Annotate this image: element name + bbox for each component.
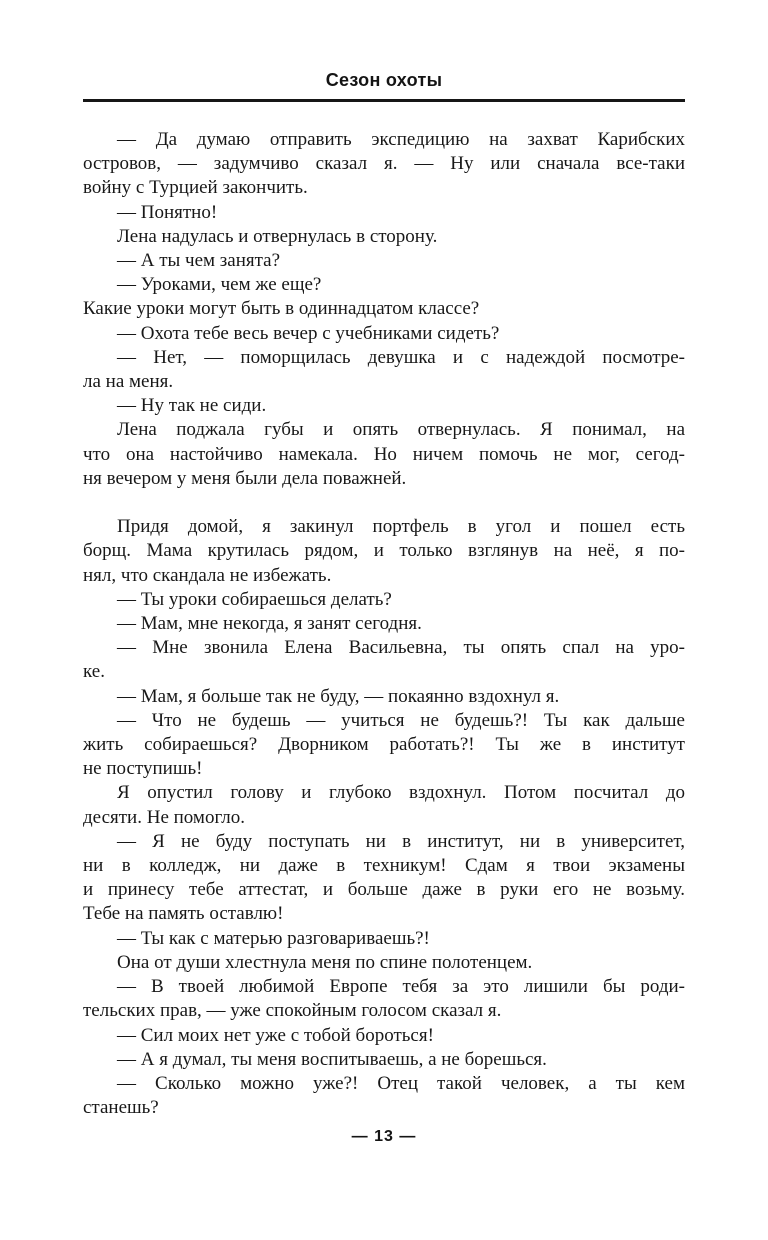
text-line: — Ну так не сиди. bbox=[117, 395, 267, 417]
paragraph bbox=[83, 975, 685, 1023]
text-line: — Понятно! bbox=[117, 201, 218, 223]
text-line: жить собираешься? Дворником работать?! Ты же в институт bbox=[83, 734, 685, 756]
chapter-title: Сезон охоты bbox=[325, 70, 443, 90]
paragraph bbox=[83, 951, 685, 975]
text-line: — Ты уроки собираешься делать? bbox=[117, 588, 392, 610]
paragraph bbox=[83, 830, 685, 927]
text-line: — Уроками, чем же еще? bbox=[117, 274, 322, 296]
text-line: ня вечером у меня были дела поважней. bbox=[83, 467, 407, 489]
text-line: не поступишь! bbox=[83, 758, 203, 780]
paragraph bbox=[83, 346, 685, 394]
text-line: Какие уроки могут быть в одиннадцатом классе? bbox=[83, 298, 480, 320]
text-line: Лена надулась и отвернулась в сторону. bbox=[117, 225, 438, 247]
paragraph bbox=[83, 201, 685, 225]
text-line: ни в колледж, ни даже в техникум! Сдам я твои экзамены bbox=[83, 855, 685, 877]
paragraph bbox=[83, 225, 685, 249]
text-line: ла на меня. bbox=[83, 371, 174, 393]
paragraph bbox=[83, 394, 685, 418]
paragraph bbox=[83, 128, 685, 201]
paragraph bbox=[83, 1048, 685, 1072]
paragraph bbox=[83, 709, 685, 782]
paragraph bbox=[83, 273, 685, 297]
text-line: борщ. Мама крутилась рядом, и только взглянув на неё, я по- bbox=[83, 540, 685, 562]
text-line: Она от души хлестнула меня по спине полотенцем. bbox=[117, 951, 533, 973]
page-number: — 13 — bbox=[351, 1128, 417, 1145]
text-line: — Мам, мне некогда, я занят сегодня. bbox=[117, 613, 422, 635]
text-line: — А ты чем занята? bbox=[117, 250, 281, 272]
paragraph bbox=[83, 588, 685, 612]
paragraph bbox=[83, 1072, 685, 1120]
text-line: Я опустил голову и глубоко вздохнул. Потом посчитал до bbox=[117, 782, 685, 804]
text-line: — А я думал, ты меня воспитываешь, а не борешься. bbox=[117, 1048, 547, 1070]
paragraph bbox=[83, 927, 685, 951]
text-line: — Сил моих нет уже с тобой бороться! bbox=[117, 1024, 434, 1046]
text-line: — Да думаю отправить экспедицию на захват Карибских bbox=[117, 129, 685, 150]
text-line: — Охота тебе весь вечер с учебниками сидеть? bbox=[117, 322, 500, 344]
text-line: нял, что скандала не избежать. bbox=[83, 564, 332, 586]
paragraph bbox=[83, 418, 685, 491]
text-line: Придя домой, я закинул портфель в угол и пошел есть bbox=[117, 516, 685, 538]
running-header bbox=[83, 70, 685, 102]
text-line: тельских прав, — уже спокойным голосом сказал я. bbox=[83, 1000, 502, 1022]
text-line: войну с Турцией закончить. bbox=[83, 177, 308, 199]
text-line: — Ты как с матерью разговариваешь?! bbox=[117, 927, 430, 949]
text-line: — Мне звонила Елена Васильевна, ты опять спал на уро- bbox=[117, 637, 685, 659]
section-break bbox=[83, 491, 685, 515]
header-rule bbox=[83, 99, 685, 102]
paragraph bbox=[83, 612, 685, 636]
paragraph bbox=[83, 685, 685, 709]
paragraph bbox=[83, 322, 685, 346]
text-line: — Нет, — поморщилась девушка и с надеждой посмотре- bbox=[117, 346, 685, 368]
body-text bbox=[83, 128, 685, 1120]
text-line: — Что не будешь — учиться не будешь?! Ты как дальше bbox=[117, 709, 685, 731]
text-line: и принесу тебе аттестат, и больше даже в руки его не возьму. bbox=[83, 879, 685, 901]
paragraph bbox=[83, 1024, 685, 1048]
text-line: Лена поджала губы и опять отвернулась. Я понимал, на bbox=[117, 419, 685, 441]
paragraph bbox=[83, 249, 685, 273]
text-line: станешь? bbox=[83, 1097, 159, 1119]
text-line: — Я не буду поступать ни в институт, ни в университет, bbox=[117, 830, 685, 852]
paragraph bbox=[83, 297, 685, 321]
text-line: что она настойчиво намекала. Но ничем помочь не мог, сегод- bbox=[83, 443, 685, 465]
text-line: — Мам, я больше так не буду, — покаянно вздохнул я. bbox=[117, 685, 560, 707]
paragraph bbox=[83, 515, 685, 588]
text-line: десяти. Не помогло. bbox=[83, 806, 246, 828]
text-line: Тебе на память оставлю! bbox=[83, 903, 284, 925]
text-line: — Сколько можно уже?! Отец такой человек, а ты кем bbox=[117, 1072, 685, 1094]
text-line: островов, — задумчиво сказал я. — Ну или сначала все-таки bbox=[83, 153, 685, 175]
paragraph bbox=[83, 636, 685, 684]
text-line: ке. bbox=[83, 661, 105, 683]
text-line: — В твоей любимой Европе тебя за это лишили бы роди- bbox=[117, 976, 685, 998]
paragraph bbox=[83, 781, 685, 829]
